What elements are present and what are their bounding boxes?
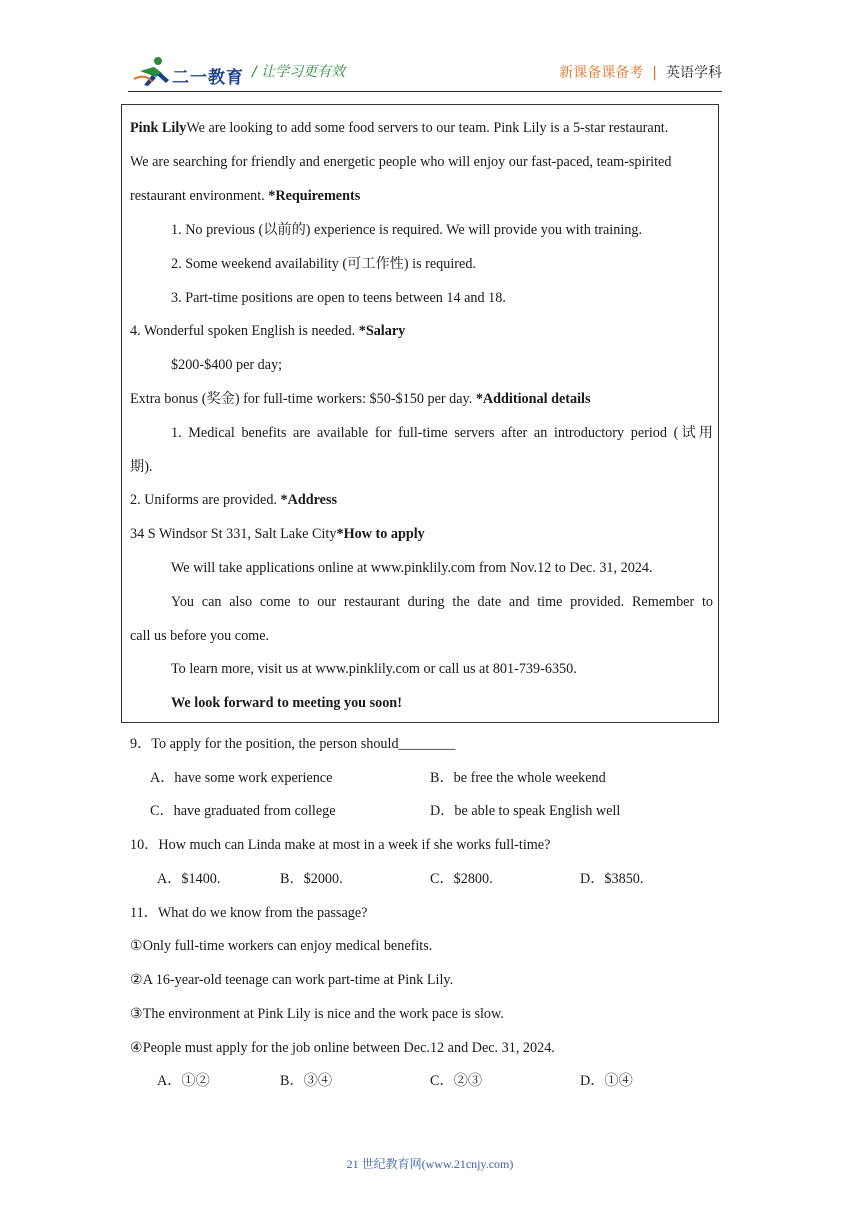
header-separator: | — [652, 65, 657, 81]
running-figure-icon — [132, 55, 172, 89]
intro-line-3: restaurant environment. *Requirements — [130, 188, 361, 204]
question-10-option-d: D．$3850. — [580, 871, 644, 887]
logo-text: 二一教育 — [172, 68, 244, 88]
closing-line: We look forward to meeting you soon! — [171, 695, 402, 711]
requirement-3: 3. Part-time positions are open to teens between 14 and 18. — [171, 290, 506, 306]
logo — [132, 55, 244, 89]
question-9-option-c: C．have graduated from college — [150, 803, 336, 819]
question-9-stem: 9．To apply for the position, the person should________ — [130, 736, 456, 752]
page-footer: 21 世纪教育网(www.21cnjy.com) — [346, 1157, 514, 1171]
requirement-2: 2. Some weekend availability (可工作性) is required. — [171, 256, 476, 272]
apply-3: To learn more, visit us at www.pinklily.com or call us at 801-739-6350. — [171, 661, 577, 677]
intro-line-1: Pink LilyWe are looking to add some food servers to our team. Pink Lily is a 5-star restaurant. — [130, 120, 669, 136]
salary-line-1: $200-$400 per day; — [171, 357, 283, 373]
question-11-option-b: B．③④ — [280, 1073, 333, 1089]
subject-label: 英语学科 — [666, 65, 722, 81]
address-line: 34 S Windsor St 331, Salt Lake City*How to apply — [130, 526, 425, 542]
slogan: / 让学习更有效 — [252, 64, 346, 80]
question-10-option-c: C．$2800. — [430, 871, 493, 887]
question-10-option-b: B．$2000. — [280, 871, 343, 887]
detail-2: 2. Uniforms are provided. *Address — [130, 492, 338, 508]
question-11-option-d: D．①④ — [580, 1073, 633, 1089]
passage-title: Pink Lily — [130, 120, 187, 136]
detail-1-line-b: 期). — [130, 459, 153, 475]
question-11-statement-3: ③The environment at Pink Lily is nice and the work pace is slow. — [130, 1006, 504, 1022]
header-course-info — [559, 62, 722, 82]
address-heading: *Address — [280, 492, 338, 508]
page-header — [0, 0, 860, 100]
apply-2-line-b: call us before you come. — [130, 628, 270, 644]
requirement-1: 1. No previous (以前的) experience is required. We will provide you with training. — [171, 222, 643, 238]
details-heading: *Additional details — [475, 391, 591, 407]
question-10-stem: 10．How much can Linda make at most in a week if she works full-time? — [130, 837, 551, 853]
course-label: 新课备课备考 — [559, 65, 644, 81]
detail-1-line-a: 1. Medical benefits are available for full-time servers after an introductory period (试用 — [171, 425, 713, 441]
salary-heading: *Salary — [358, 323, 406, 339]
requirements-heading: *Requirements — [268, 188, 361, 204]
question-11-option-c: C．②③ — [430, 1073, 483, 1089]
question-10-option-a: A．$1400. — [157, 871, 221, 887]
question-11-option-a: A．①② — [157, 1073, 210, 1089]
question-9-option-d: D．be able to speak English well — [430, 803, 621, 819]
salary-line-2: Extra bonus (奖金) for full-time workers: $50-$150 per day. *Additional details — [130, 391, 591, 407]
question-9-option-b: B．be free the whole weekend — [430, 770, 606, 786]
apply-heading: *How to apply — [336, 526, 425, 542]
question-9-option-a: A．have some work experience — [150, 770, 333, 786]
intro-line-2: We are searching for friendly and energetic people who will enjoy our fast-paced, team-spirited — [130, 154, 672, 170]
question-11-stem: 11．What do we know from the passage? — [130, 905, 368, 921]
question-11-statement-2: ②A 16-year-old teenage can work part-time at Pink Lily. — [130, 972, 454, 988]
requirement-4: 4. Wonderful spoken English is needed. *Salary — [130, 323, 406, 339]
apply-2-line-a: You can also come to our restaurant during the date and time provided. Remember to — [171, 594, 713, 610]
question-11-statement-4: ④People must apply for the job online between Dec.12 and Dec. 31, 2024. — [130, 1040, 555, 1056]
apply-1: We will take applications online at www.pinklily.com from Nov.12 to Dec. 31, 2024. — [171, 560, 653, 576]
question-11-statement-1: ①Only full-time workers can enjoy medical benefits. — [130, 938, 433, 954]
header-divider — [128, 91, 722, 92]
